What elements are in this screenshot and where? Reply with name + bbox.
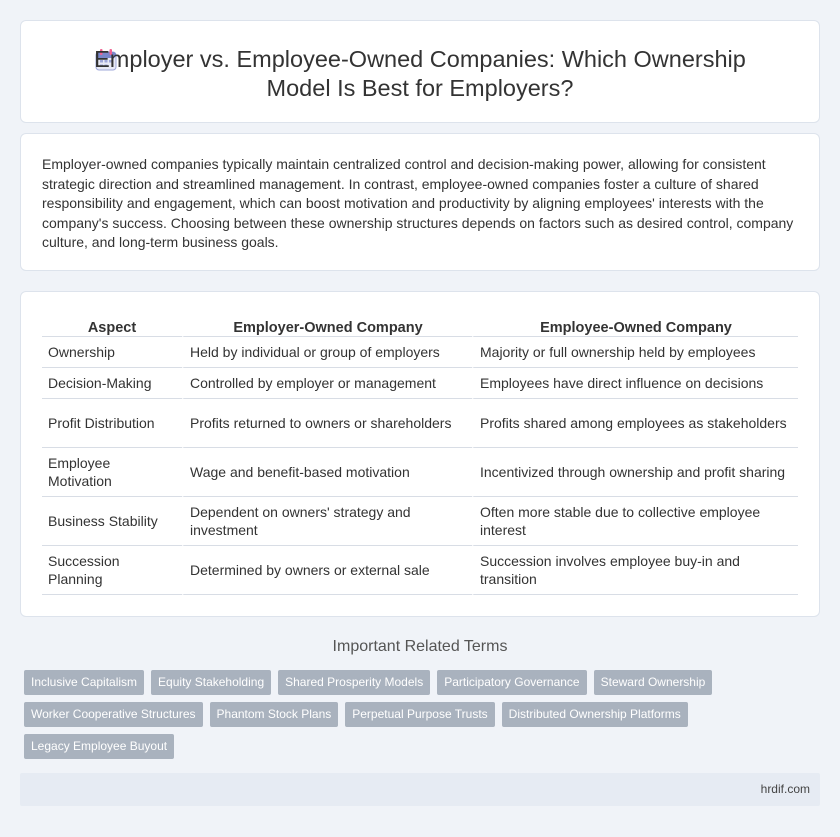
aspect-cell: Decision-Making xyxy=(42,368,182,399)
employee-cell: Succession involves employee buy-in and transition xyxy=(472,546,798,595)
employee-cell: Employees have direct influence on decisions xyxy=(472,368,798,399)
employee-cell: Often more stable due to collective employee interest xyxy=(472,497,798,546)
term-tag[interactable]: Participatory Governance xyxy=(437,670,586,695)
term-tag[interactable]: Equity Stakeholding xyxy=(151,670,271,695)
footer-site-link[interactable]: hrdif.com xyxy=(760,782,810,796)
term-tag[interactable]: Steward Ownership xyxy=(594,670,713,695)
aspect-cell: Business Stability xyxy=(42,497,182,546)
table-row xyxy=(42,337,798,368)
employer-cell: Dependent on owners' strategy and investment xyxy=(182,497,472,546)
term-tag[interactable]: Inclusive Capitalism xyxy=(24,670,144,695)
title-card xyxy=(20,20,820,123)
table-header-row xyxy=(42,315,798,337)
term-tag[interactable]: Legacy Employee Buyout xyxy=(24,734,174,759)
employer-cell: Profits returned to owners or shareholders xyxy=(182,399,472,448)
page-title: Employer vs. Employee-Owned Companies: Which Ownership Model Is Best for Employers? xyxy=(94,46,746,101)
employee-cell: Incentivized through ownership and profit sharing xyxy=(472,448,798,497)
aspect-cell: Succession Planning xyxy=(42,546,182,595)
table-row xyxy=(42,399,798,448)
aspect-cell: Ownership xyxy=(42,337,182,368)
employer-cell: Wage and benefit-based motivation xyxy=(182,448,472,497)
intro-card xyxy=(20,133,820,271)
term-tag[interactable]: Distributed Ownership Platforms xyxy=(502,702,688,727)
term-tag[interactable]: Shared Prosperity Models xyxy=(278,670,430,695)
comparison-table xyxy=(42,315,798,595)
employer-cell: Determined by owners or external sale xyxy=(182,546,472,595)
term-tag[interactable]: Worker Cooperative Structures xyxy=(24,702,203,727)
employer-cell: Controlled by employer or management xyxy=(182,368,472,399)
employer-cell: Held by individual or group of employers xyxy=(182,337,472,368)
footer xyxy=(20,773,820,806)
aspect-cell: Employee Motivation xyxy=(42,448,182,497)
header-employer-owned: Employer-Owned Company xyxy=(182,315,472,337)
employee-cell: Profits shared among employees as stakeholders xyxy=(472,399,798,448)
table-row xyxy=(42,448,798,497)
term-tag[interactable]: Phantom Stock Plans xyxy=(210,702,339,727)
aspect-cell: Profit Distribution xyxy=(42,399,182,448)
header-employee-owned: Employee-Owned Company xyxy=(472,315,798,337)
header-aspect: Aspect xyxy=(42,315,182,337)
table-row xyxy=(42,368,798,399)
comparison-table-card xyxy=(20,291,820,617)
intro-paragraph: Employer-owned companies typically maintain centralized control and decision-making power, allowing for consistent strategic direction and streamlined management. In contrast, employee-owned companies foster a culture of shared responsibility and engagement, which can boost motivation and productivity by aligning employees' interests with the company's success. Choosing between these ownership structures depends on factors such as desired control, company culture, and long-term business goals. xyxy=(42,156,794,251)
related-terms-heading: Important Related Terms xyxy=(332,638,508,655)
term-tag[interactable]: Perpetual Purpose Trusts xyxy=(345,702,494,727)
employee-cell: Majority or full ownership held by employees xyxy=(472,337,798,368)
table-row xyxy=(42,497,798,546)
related-terms-list xyxy=(24,670,724,766)
table-row xyxy=(42,546,798,595)
